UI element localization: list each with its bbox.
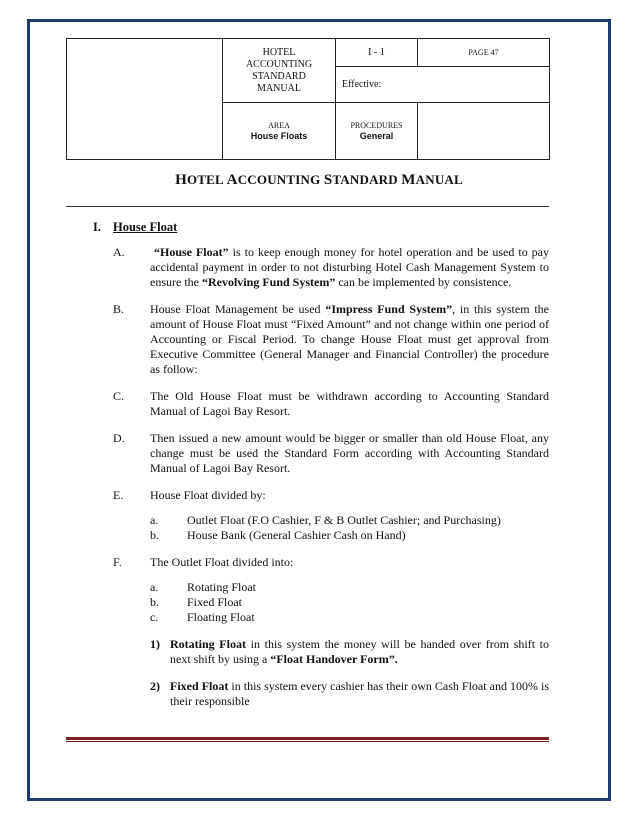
item-text xyxy=(150,302,549,377)
sub-text: House Bank (General Cashier Cash on Hand) xyxy=(187,528,406,542)
manual-line: STANDARD xyxy=(252,70,306,82)
procedures-value: General xyxy=(359,131,394,141)
title-word: TANDARD xyxy=(332,172,402,187)
header-blank-cell xyxy=(67,39,223,160)
list-item xyxy=(150,528,549,543)
title-word: ANUAL xyxy=(415,172,463,187)
manual-line: ACCOUNTING xyxy=(245,58,313,70)
page-number: PAGE 47 xyxy=(418,39,550,67)
title-cap: M xyxy=(401,172,416,188)
sub-label: a. xyxy=(150,513,159,527)
text-run: can be implemented by consistence. xyxy=(335,275,512,289)
procedures-label: PROCEDURES xyxy=(350,121,403,130)
item-label: A. xyxy=(113,245,125,259)
header-empty-cell xyxy=(418,103,550,160)
effective-field: Effective: xyxy=(336,67,550,103)
item-label: B. xyxy=(113,302,125,316)
item-a xyxy=(93,245,549,290)
item-text: Then issued a new amount would be bigger or smaller than old House Float, any change must be used the Standard Form according with Accounting Standard Manual of Lagoi Bay Resort. xyxy=(150,431,549,475)
bold-term: Rotating Float xyxy=(170,637,246,651)
sub-text: Fixed Float xyxy=(187,595,243,609)
sub-text: Floating Float xyxy=(187,610,255,624)
procedures-cell xyxy=(336,103,418,160)
sub-label: a. xyxy=(150,580,159,594)
sub-label: c. xyxy=(150,610,159,624)
section-number: I. xyxy=(93,220,101,234)
item-f xyxy=(93,555,549,570)
area-value: House Floats xyxy=(250,131,308,141)
manual-line: MANUAL xyxy=(257,82,301,94)
document-body xyxy=(93,220,549,721)
item-f-sublist xyxy=(150,580,549,625)
item-text: House Float divided by: xyxy=(150,488,266,502)
item-label: E. xyxy=(113,488,124,502)
bold-term: “Impress Fund System” xyxy=(325,302,453,316)
numbered-item-1 xyxy=(150,637,549,667)
item-d xyxy=(93,431,549,476)
title-word: CCOUNTING xyxy=(237,172,324,187)
title-word: OTEL xyxy=(186,172,227,187)
section-heading xyxy=(93,220,549,235)
item-text xyxy=(150,245,549,290)
footer-rule xyxy=(66,737,549,740)
text-run: in this system the money will be handed over from shift to next shift by using a xyxy=(170,637,550,666)
section-title: House Float xyxy=(113,220,178,234)
item-c xyxy=(93,389,549,419)
text-run: House Float Management be used xyxy=(150,302,326,316)
manual-name-cell xyxy=(223,39,336,103)
numbered-label: 1) xyxy=(150,637,160,651)
sub-text: Rotating Float xyxy=(187,580,256,594)
text-run: , in this system the amount of House Float must “Fixed Amount” and not change within one period of Accounting or Fiscal Period. To change House Float must get approval from Executive Committee (General Manager and Financial Controller) the procedure as follow: xyxy=(150,302,549,376)
title-cap: H xyxy=(175,172,187,188)
list-item xyxy=(150,580,549,595)
numbered-text xyxy=(170,637,549,667)
numbered-item-2 xyxy=(150,679,549,709)
sub-text: Outlet Float (F.O Cashier, F & B Outlet Cashier; and Purchasing) xyxy=(187,513,501,527)
bold-term: “Float Handover Form”. xyxy=(270,652,398,666)
item-e xyxy=(93,488,549,503)
item-label: F. xyxy=(113,555,122,569)
header-table xyxy=(66,38,550,160)
sub-label: b. xyxy=(150,528,159,542)
manual-line: HOTEL xyxy=(262,46,296,58)
bold-term: Fixed Float xyxy=(170,679,229,693)
item-text: The Old House Float must be withdrawn according to Accounting Standard Manual of Lagoi Bay Resort. xyxy=(150,389,549,418)
title-divider xyxy=(66,206,549,207)
title-cap: A xyxy=(226,172,238,188)
item-label: D. xyxy=(113,431,125,445)
text-run: in this system every cashier has their own Cash Float and 100% is their responsible xyxy=(170,679,550,708)
text-run: is to keep enough money for hotel operation and be used to pay accidental payment in order to not disturbing Hotel Cash Management System to ensure the xyxy=(150,245,549,289)
numbered-label: 2) xyxy=(150,679,160,693)
document-title xyxy=(0,172,638,189)
footer-rule-thin xyxy=(66,741,549,742)
item-text: The Outlet Float divided into: xyxy=(150,555,294,569)
item-b xyxy=(93,302,549,377)
item-e-sublist xyxy=(150,513,549,543)
area-cell xyxy=(223,103,336,160)
item-label: C. xyxy=(113,389,125,403)
list-item xyxy=(150,513,549,528)
sub-label: b. xyxy=(150,595,159,609)
bold-term: “Revolving Fund System” xyxy=(201,275,336,289)
list-item xyxy=(150,595,549,610)
bold-term: “House Float” xyxy=(153,245,229,259)
numbered-text xyxy=(170,679,549,709)
area-label: AREA xyxy=(268,121,290,130)
list-item xyxy=(150,610,549,625)
section-code: I - 1 xyxy=(336,39,418,67)
title-cap: S xyxy=(323,172,333,188)
